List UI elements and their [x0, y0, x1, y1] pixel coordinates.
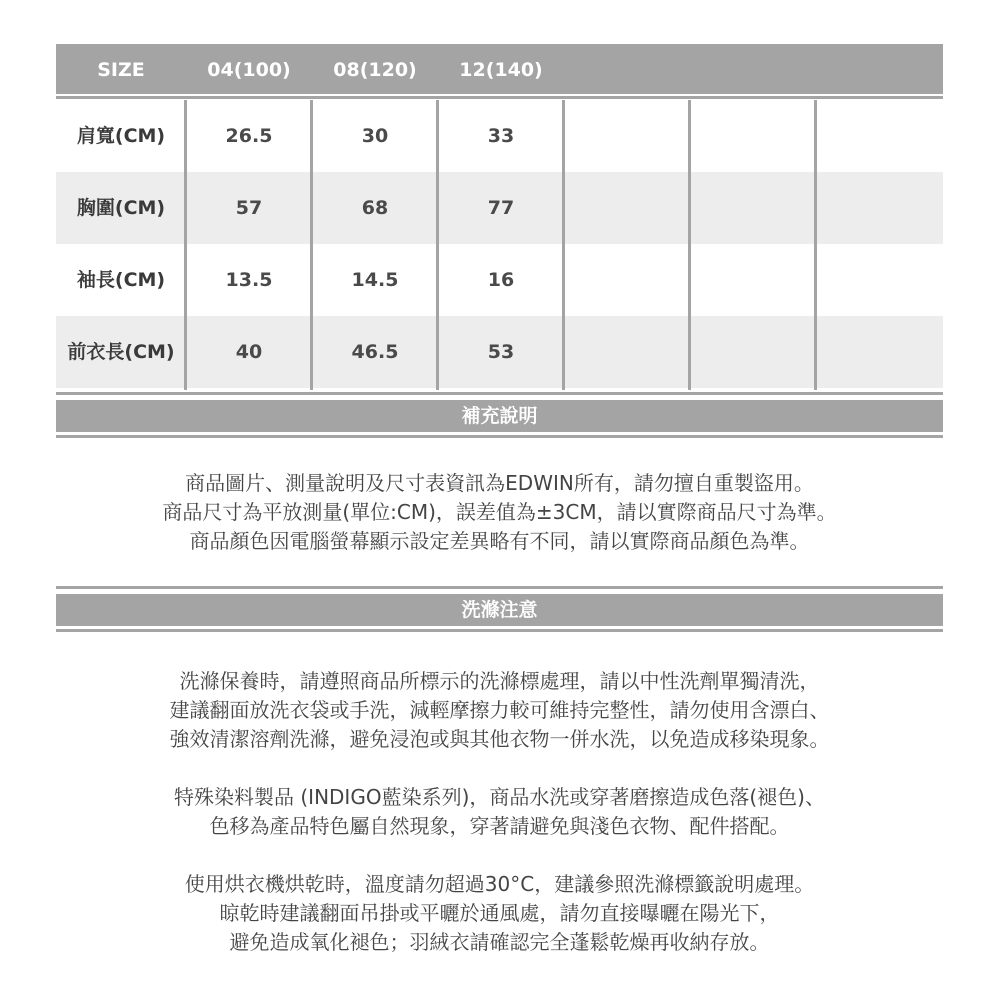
table-row: [56, 316, 943, 388]
table-cell: [690, 100, 816, 172]
header-08: 08(120): [333, 59, 417, 81]
table-cell: 16: [487, 269, 515, 291]
table-row: [56, 172, 943, 244]
table-cell: 30: [361, 125, 389, 147]
table-cell: [690, 172, 816, 244]
table-cell: [564, 100, 690, 172]
row-label: 肩寬(CM): [76, 125, 166, 147]
table-cell: 40: [235, 341, 263, 363]
notes-rule-bottom: [56, 435, 943, 438]
washing-line: 洗滌保養時，請遵照商品所標示的洗滌標處理，請以中性洗劑單獨清洗，: [179, 669, 820, 693]
table-cell: [816, 244, 942, 316]
table-cell: 26.5: [225, 125, 273, 147]
header-empty-2: [690, 44, 816, 94]
notes-rule-top: [56, 392, 943, 395]
washing-line: 建議翻面放洗衣袋或手洗，減輕摩擦力較可維持完整性，請勿使用含漂白、: [169, 698, 830, 722]
washing-rule-bottom: [56, 629, 943, 632]
table-cell: 77: [487, 197, 515, 219]
column-divider: [562, 100, 565, 390]
header-04: 04(100): [207, 59, 291, 81]
notes-line: 商品尺寸為平放測量(單位:CM)，誤差值為±3CM，請以實際商品尺寸為準。: [162, 500, 837, 524]
header-empty-3: [816, 44, 942, 94]
washing-paragraph: [56, 667, 943, 754]
size-table-header: [56, 44, 943, 94]
washing-title-bar: 洗滌注意: [56, 594, 943, 626]
row-label: 胸圍(CM): [76, 197, 166, 219]
table-cell: 68: [361, 197, 389, 219]
washing-paragraph: [56, 783, 943, 841]
column-divider: [814, 100, 817, 390]
washing-line: 避免造成氧化褪色；羽絨衣請確認完全蓬鬆乾燥再收納存放。: [229, 930, 770, 954]
washing-line: 特殊染料製品 (INDIGO藍染系列)，商品水洗或穿著磨擦造成色落(褪色)、: [174, 785, 825, 809]
table-cell: 57: [235, 197, 263, 219]
column-divider: [436, 100, 439, 390]
row-label: 袖長(CM): [76, 269, 166, 291]
notes-title-bar: 補充說明: [56, 400, 943, 432]
header-size: SIZE: [97, 59, 145, 81]
table-cell: 33: [487, 125, 515, 147]
table-cell: [816, 316, 942, 388]
notes-text: [56, 469, 943, 556]
row-label: 前衣長(CM): [67, 341, 175, 363]
table-cell: 46.5: [351, 341, 399, 363]
table-cell: 13.5: [225, 269, 273, 291]
table-cell: 14.5: [351, 269, 399, 291]
table-cell: [564, 172, 690, 244]
washing-paragraph: [56, 870, 943, 957]
notes-line: 商品圖片、測量說明及尺寸表資訊為EDWIN所有，請勿擅自重製盜用。: [185, 471, 814, 495]
table-row: [56, 244, 943, 316]
column-divider: [184, 100, 187, 390]
table-cell: [564, 244, 690, 316]
washing-line: 色移為產品特色屬自然現象，穿著請避免與淺色衣物、配件搭配。: [209, 814, 790, 838]
table-cell: [564, 316, 690, 388]
washing-line: 晾乾時建議翻面吊掛或平曬於通風處，請勿直接曝曬在陽光下，: [219, 901, 780, 925]
table-cell: 53: [487, 341, 515, 363]
header-12: 12(140): [459, 59, 543, 81]
header-empty-1: [564, 44, 690, 94]
notes-line: 商品顏色因電腦螢幕顯示設定差異略有不同，請以實際商品顏色為準。: [189, 529, 810, 553]
header-underline: [56, 96, 943, 99]
table-cell: [816, 172, 942, 244]
table-cell: [816, 100, 942, 172]
table-row: [56, 100, 943, 172]
column-divider: [688, 100, 691, 390]
table-cell: [690, 244, 816, 316]
washing-line: 使用烘衣機烘乾時，溫度請勿超過30°C，建議參照洗滌標籤說明處理。: [184, 872, 815, 896]
table-cell: [690, 316, 816, 388]
washing-rule-top: [56, 586, 943, 589]
column-divider: [310, 100, 313, 390]
washing-line: 強效清潔溶劑洗滌，避免浸泡或與其他衣物一併水洗，以免造成移染現象。: [169, 727, 830, 751]
